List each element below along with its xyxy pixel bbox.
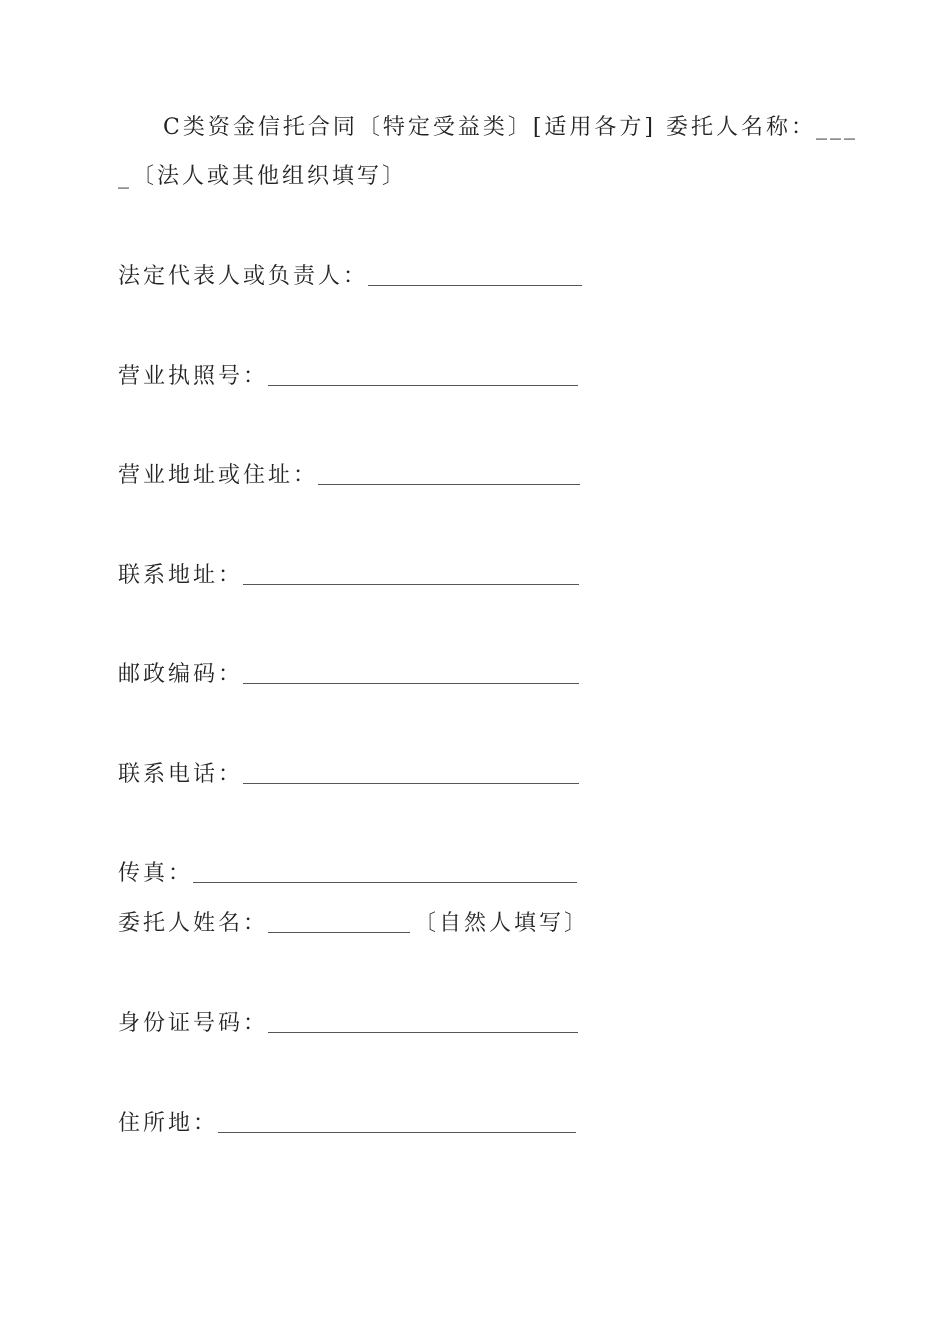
field-postal-code [118, 660, 579, 690]
field-label: 联系地址： [118, 563, 244, 588]
field-label: 法定代表人或负责人： [118, 264, 369, 289]
document-title-line-2: _〔法人或其他组织填写〕 [118, 164, 408, 189]
field-label: 住所地： [118, 1111, 219, 1136]
document-title-line-1: C类资金信托合同〔特定受益类〕[适用各方] 委托人名称：___ [163, 115, 858, 140]
blank-line[interactable] [268, 384, 578, 386]
field-note: 〔自然人填写〕 [414, 911, 590, 936]
field-domicile [118, 1109, 576, 1139]
field-contact-address [118, 561, 579, 591]
blank-line[interactable] [218, 1131, 576, 1133]
field-principal-name [118, 909, 589, 939]
blank-line[interactable] [268, 931, 410, 933]
field-label: 联系电话： [118, 762, 244, 787]
field-label: 营业执照号： [118, 364, 269, 389]
field-label: 传真： [118, 861, 194, 886]
blank-line[interactable] [243, 782, 579, 784]
field-legal-representative [118, 262, 582, 292]
field-label: 委托人姓名： [118, 911, 269, 936]
field-label: 身份证号码： [118, 1011, 269, 1036]
blank-line[interactable] [268, 1031, 578, 1033]
blank-line[interactable] [243, 583, 579, 585]
field-fax [118, 859, 577, 889]
blank-line[interactable] [243, 682, 579, 684]
field-id-number [118, 1009, 578, 1039]
field-business-address [118, 461, 580, 491]
blank-line[interactable] [368, 284, 582, 286]
field-business-license [118, 362, 578, 392]
field-label: 营业地址或住址： [118, 463, 319, 488]
blank-line[interactable] [193, 881, 577, 883]
field-label: 邮政编码： [118, 662, 244, 687]
field-phone [118, 760, 579, 790]
blank-line[interactable] [318, 483, 580, 485]
